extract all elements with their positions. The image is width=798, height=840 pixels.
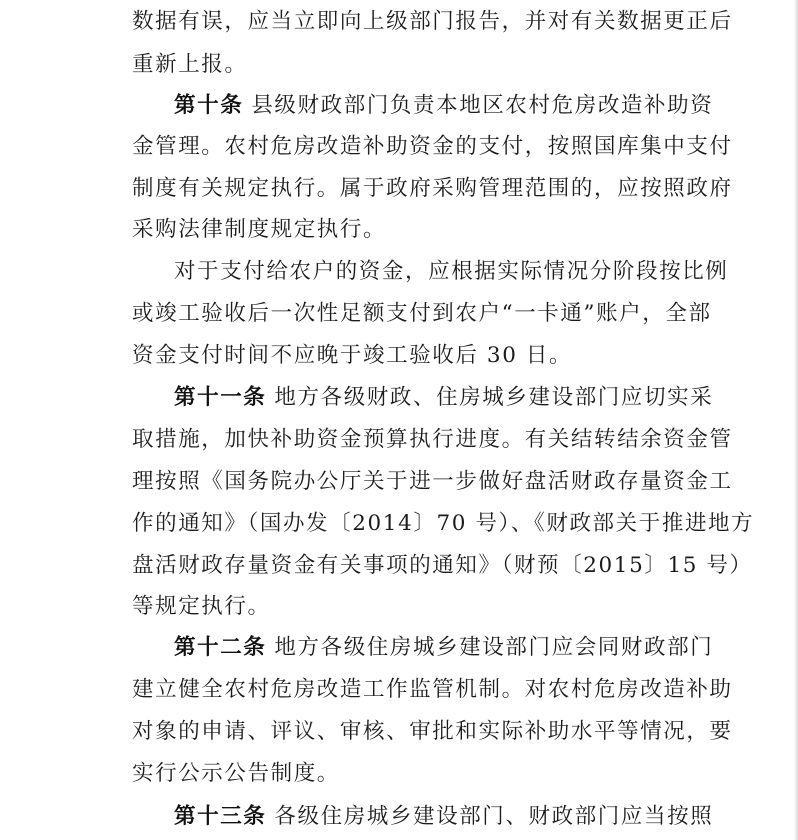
article-label: 第十条 xyxy=(174,93,244,118)
text-line: 金管理。农村危房改造补助资金的支付，按照国库集中支付 xyxy=(132,134,733,159)
article-heading-line: 第十三条 各级住房城乡建设部门、财政部门应当按照 xyxy=(174,804,714,829)
text-line: 等规定执行。 xyxy=(132,594,271,619)
text-line: 或竣工验收后一次性足额支付到农户“一卡通”账户，全部 xyxy=(132,301,712,326)
article-label: 第十三条 xyxy=(174,804,267,829)
article-heading-line: 第十一条 地方各级财政、住房城乡建设部门应切实采 xyxy=(174,385,714,410)
paragraph-first-line: 对于支付给农户的资金，应根据实际情况分阶段按比例 xyxy=(174,259,729,284)
article-heading-line: 第十条 县级财政部门负责本地区农村危房改造补助资 xyxy=(174,93,714,118)
text-line: 数据有误，应当立即向上级部门报告，并对有关数据更正后 xyxy=(132,9,733,34)
text-line: 实行公示公告制度。 xyxy=(132,761,340,786)
text-line: 资金支付时间不应晚于竣工验收后 30 日。 xyxy=(132,343,573,368)
text-line: 作的通知》（国办发〔2014〕70 号）、《财政部关于推进地方 xyxy=(132,511,755,536)
article-heading-line: 第十二条 地方各级住房城乡建设部门应会同财政部门 xyxy=(174,635,714,660)
text-line: 重新上报。 xyxy=(132,52,248,77)
text-line: 理按照《国务院办公厅关于进一步做好盘活财政存量资金工 xyxy=(132,469,733,494)
text-line: 制度有关规定执行。属于政府采购管理范围的，应按照政府 xyxy=(132,176,733,201)
article-label: 第十二条 xyxy=(174,635,267,660)
article-label: 第十一条 xyxy=(174,385,267,410)
text-line: 采购法律制度规定执行。 xyxy=(132,217,387,242)
text-line: 对象的申请、评议、审核、审批和实际补助水平等情况，要 xyxy=(132,719,733,744)
text-line: 盘活财政存量资金有关事项的通知》（财预〔2015〕15 号） xyxy=(132,553,753,578)
text-line: 建立健全农村危房改造工作监管机制。对农村危房改造补助 xyxy=(132,677,733,702)
page-edge-shadow xyxy=(794,0,798,840)
text-line: 取措施，加快补助资金预算执行进度。有关结转结余资金管 xyxy=(132,427,733,452)
